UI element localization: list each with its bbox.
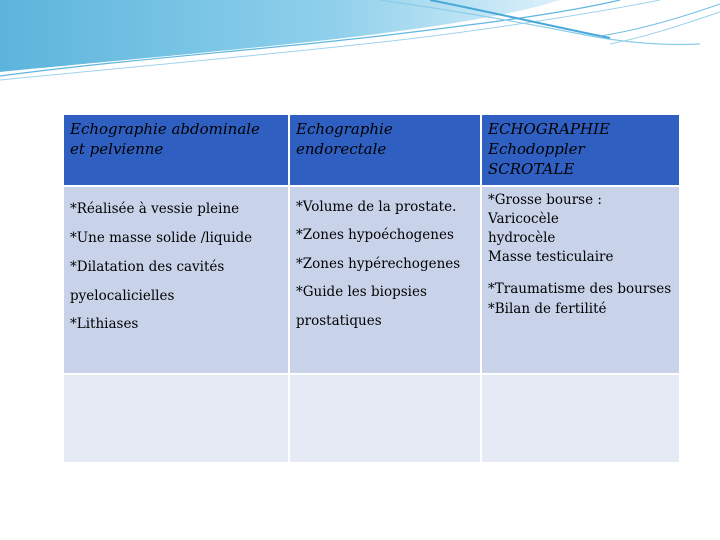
header-text: et pelvienne	[70, 140, 164, 158]
empty-cell	[481, 374, 680, 463]
header-cell-endorectal	[289, 114, 481, 186]
empty-cell	[289, 374, 481, 463]
cell-endorectal-items	[289, 186, 481, 374]
list-item: *Guide les biopsies	[296, 284, 427, 300]
list-item: *Bilan de fertilité	[488, 301, 607, 317]
header-text: SCROTALE	[488, 160, 575, 178]
table-row	[63, 186, 680, 374]
decorative-wave	[0, 0, 720, 90]
list-item: *Réalisée à vessie pleine	[70, 201, 240, 217]
list-item: Masse testiculaire	[488, 249, 614, 265]
list-item: *Zones hypérechogenes	[296, 256, 461, 272]
header-text: ECHOGRAPHIE	[488, 120, 610, 138]
exam-table	[62, 113, 681, 464]
cell-scrotal-items	[481, 186, 680, 374]
list-item: prostatiques	[296, 313, 382, 329]
list-item: *Lithiases	[70, 316, 139, 332]
list-item: *Dilatation des cavités	[70, 259, 225, 275]
list-item: *Zones hypoéchogenes	[296, 227, 454, 243]
list-item: *Grosse bourse :	[488, 192, 602, 208]
list-item: hydrocèle	[488, 230, 556, 246]
list-item: pyelocalicielles	[70, 288, 175, 304]
list-item: Varicocèle	[488, 211, 559, 227]
list-item: *Volume de la prostate.	[296, 199, 457, 215]
header-text: Echodoppler	[488, 140, 585, 158]
list-item: *Traumatisme des bourses	[488, 281, 672, 297]
header-text: endorectale	[296, 140, 387, 158]
list-item: *Une masse solide /liquide	[70, 230, 253, 246]
table-header-row	[63, 114, 680, 186]
cell-abdominal-items	[63, 186, 289, 374]
header-text: Echographie	[296, 120, 393, 138]
header-text: Echographie abdominale	[70, 120, 260, 138]
header-cell-scrotal	[481, 114, 680, 186]
empty-cell	[63, 374, 289, 463]
table-row-empty	[63, 374, 680, 463]
header-cell-abdominal	[63, 114, 289, 186]
